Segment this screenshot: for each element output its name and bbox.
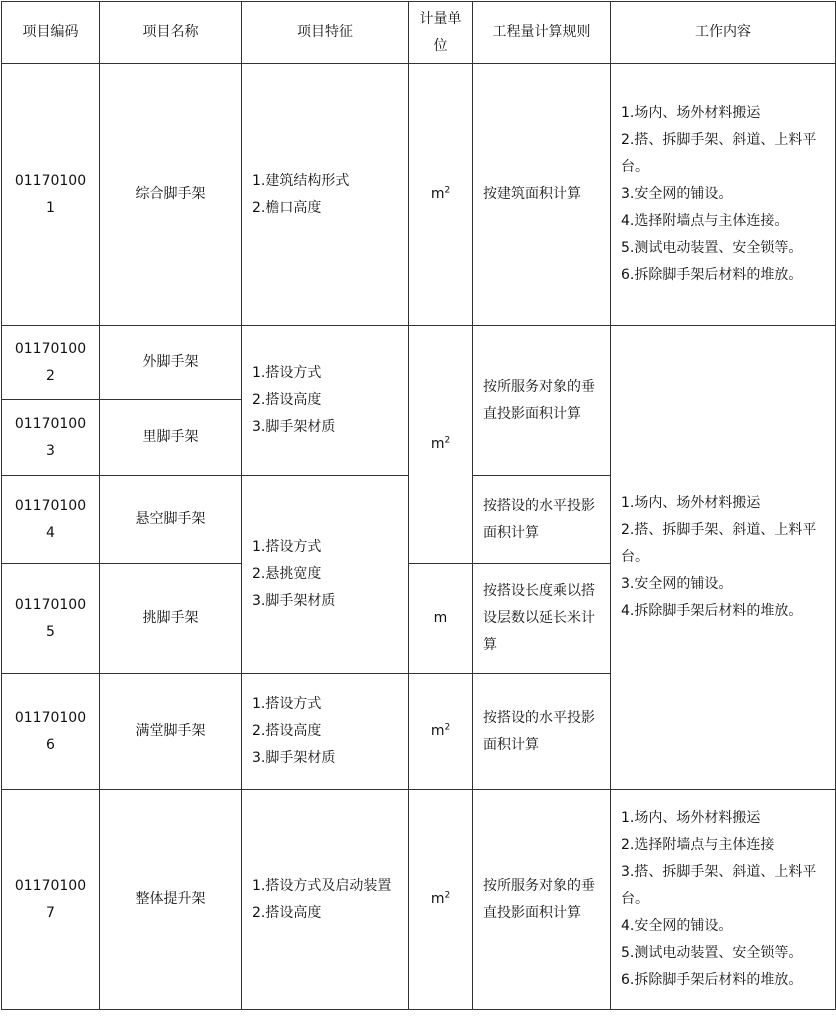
item-rule: 按建筑面积计算	[473, 64, 611, 326]
table-row	[2, 326, 836, 400]
item-unit: $m^2$	[409, 64, 473, 326]
header-features: 项目特征	[242, 2, 409, 64]
item-name: 外脚手架	[100, 326, 242, 400]
item-unit: $m^2$	[409, 790, 473, 1010]
item-name: 整体提升架	[100, 790, 242, 1010]
table-header-row	[2, 2, 836, 64]
item-features: 1.搭设方式 2.搭设高度 3.脚手架材质	[242, 326, 409, 476]
item-rule: 按搭设长度乘以搭设层数以延长米计算	[473, 564, 611, 674]
item-name: 满堂脚手架	[100, 674, 242, 790]
item-work: 1.场内、场外材料搬运 2.选择附墙点与主体连接 3.搭、拆脚手架、斜道、上料平台。 4.安全网的铺设。 5.测试电动装置、安全锁等。 6.拆除脚手架后材料的堆放。	[611, 790, 836, 1010]
item-unit: $m^2$	[409, 326, 473, 564]
item-work: 1.场内、场外材料搬运 2.搭、拆脚手架、斜道、上料平台。 3.安全网的铺设。 4.拆除脚手架后材料的堆放。	[611, 326, 836, 790]
table-row	[2, 790, 836, 1010]
item-rule: 按所服务对象的垂直投影面积计算	[473, 326, 611, 476]
item-features: 1.搭设方式 2.悬挑宽度 3.脚手架材质	[242, 476, 409, 674]
item-name: 挑脚手架	[100, 564, 242, 674]
item-features: 1.搭设方式 2.搭设高度 3.脚手架材质	[242, 674, 409, 790]
table-row	[2, 64, 836, 326]
item-rule: 按搭设的水平投影面积计算	[473, 476, 611, 564]
item-features: 1.建筑结构形式 2.檐口高度	[242, 64, 409, 326]
item-name: 悬空脚手架	[100, 476, 242, 564]
item-rule: 按所服务对象的垂直投影面积计算	[473, 790, 611, 1010]
item-name: 综合脚手架	[100, 64, 242, 326]
item-code: 01170100 6	[2, 674, 100, 790]
header-name: 项目名称	[100, 2, 242, 64]
scaffold-quota-table	[1, 1, 836, 1010]
header-code: 项目编码	[2, 2, 100, 64]
item-name: 里脚手架	[100, 400, 242, 476]
item-code: 01170100 5	[2, 564, 100, 674]
header-rule: 工程量计算规则	[473, 2, 611, 64]
header-unit: 计量单位	[409, 2, 473, 64]
item-features: 1.搭设方式及启动装置 2.搭设高度	[242, 790, 409, 1010]
item-unit: $m^2$	[409, 674, 473, 790]
item-code: 01170100 4	[2, 476, 100, 564]
item-code: 01170100 2	[2, 326, 100, 400]
item-code: 01170100 3	[2, 400, 100, 476]
item-code: 01170100 7	[2, 790, 100, 1010]
header-work: 工作内容	[611, 2, 836, 64]
item-unit: m	[409, 564, 473, 674]
item-work: 1.场内、场外材料搬运 2.搭、拆脚手架、斜道、上料平台。 3.安全网的铺设。 4.选择附墙点与主体连接。 5.测试电动装置、安全锁等。 6.拆除脚手架后材料的堆放。	[611, 64, 836, 326]
item-code: 01170100 1	[2, 64, 100, 326]
item-rule: 按搭设的水平投影面积计算	[473, 674, 611, 790]
